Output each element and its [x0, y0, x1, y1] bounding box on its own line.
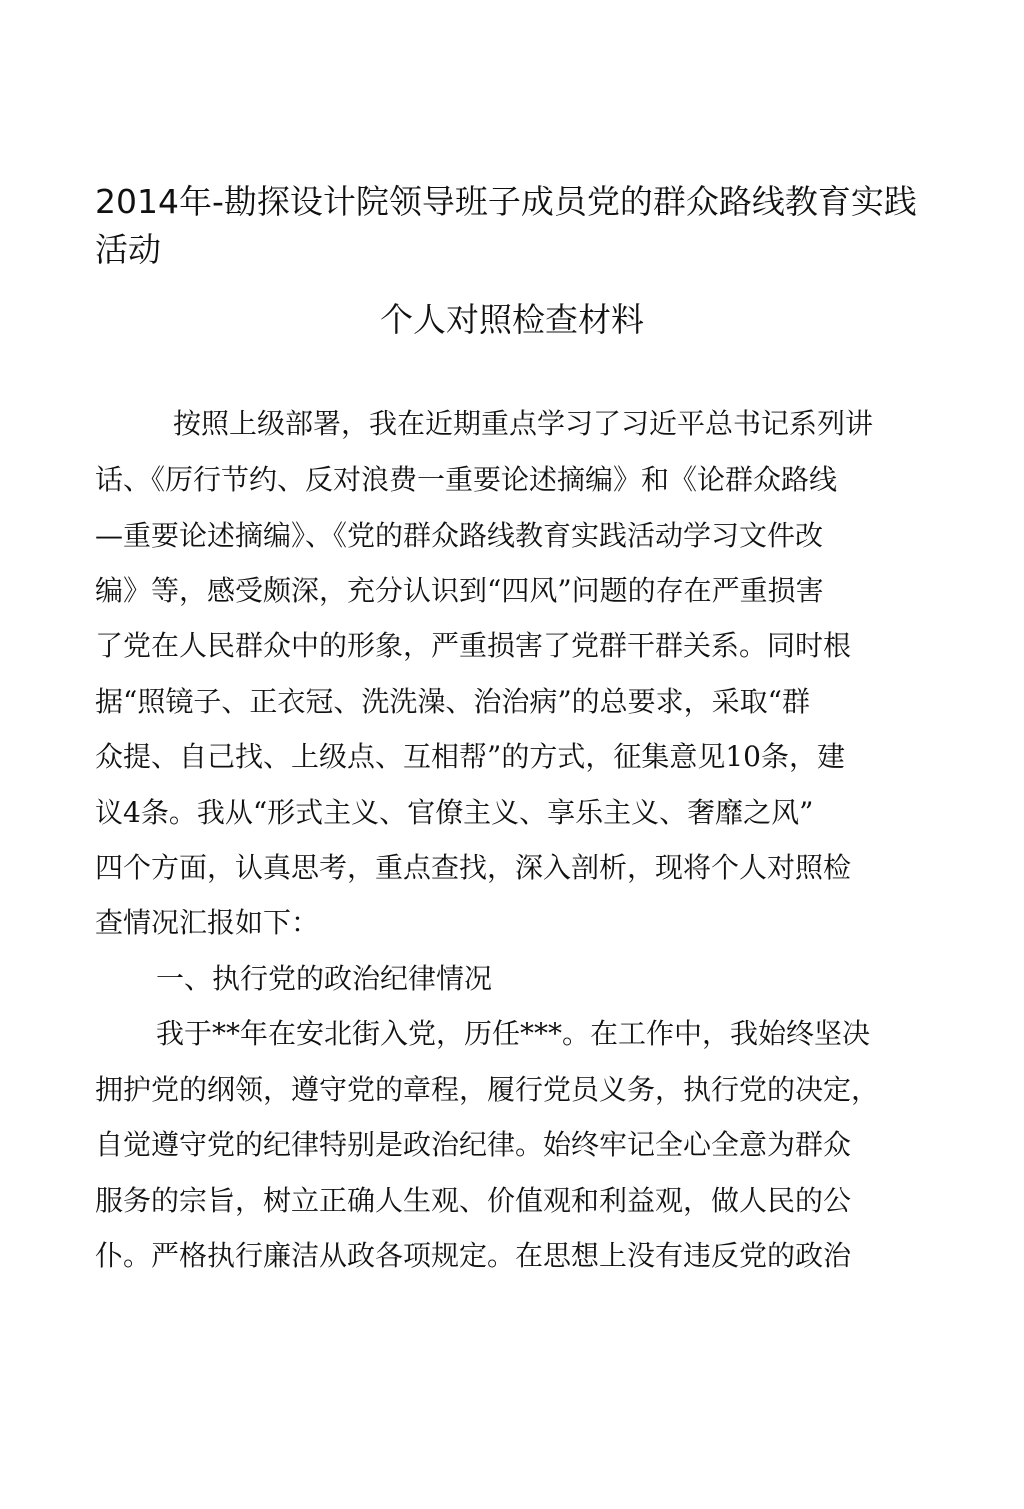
paragraph-line: 按照上级部署，我在近期重点学习了习近平总书记系列讲 [173, 407, 874, 440]
document-subtitle: 个人对照检查材料 [380, 300, 644, 339]
paragraph-line: —重要论述摘编》、《党的群众路线教育实践活动学习文件改 [95, 519, 824, 552]
paragraph-line: 议4条。我从“形式主义、官僚主义、享乐主义、奢靡之风” [95, 796, 814, 829]
paragraph-line: 据“照镜子、正衣冠、洗洗澡、治治病”的总要求，采取“群 [95, 685, 810, 718]
document-title: 2014年-勘探设计院领导班子成员党的群众路线教育实践活动 [95, 182, 917, 269]
paragraph-line: 拥护党的纲领，遵守党的章程，履行党员义务，执行党的决定， [95, 1073, 880, 1106]
paragraph-line: 编》等，感受颇深，充分认识到“四风”问题的存在严重损害 [95, 574, 824, 607]
paragraph-line: 仆。严格执行廉洁从政各项规定。在思想上没有违反党的政治 [95, 1239, 852, 1272]
paragraph-line: 查情况汇报如下： [95, 906, 320, 939]
paragraph-line: 服务的宗旨，树立正确人生观、价值观和利益观，做人民的公 [95, 1184, 852, 1217]
paragraph-line: 我于**年在安北街入党，历任***。在工作中，我始终坚决 [156, 1017, 871, 1050]
paragraph-line: 了党在人民群众中的形象，严重损害了党群干群关系。同时根 [95, 629, 852, 662]
paragraph-line: 自觉遵守党的纪律特别是政治纪律。始终牢记全心全意为群众 [95, 1128, 852, 1161]
section-heading: 一、执行党的政治纪律情况 [156, 962, 493, 995]
paragraph-line: 四个方面，认真思考，重点查找，深入剖析，现将个人对照检 [95, 851, 852, 884]
paragraph-line: 话、《厉行节约、反对浪费一重要论述摘编》和《论群众路线 [95, 463, 838, 496]
paragraph-line: 众提、自己找、上级点、互相帮”的方式，征集意见10条，建 [95, 740, 845, 773]
